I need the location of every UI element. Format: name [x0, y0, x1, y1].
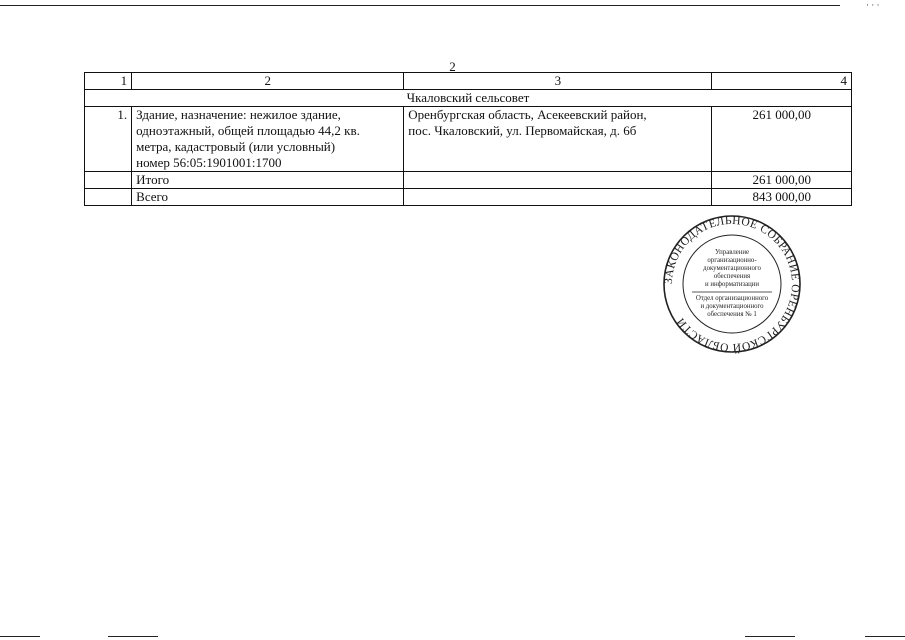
svg-text:Управление: Управление: [714, 249, 750, 256]
row-address: [404, 107, 712, 172]
bottom-scan-edge-far-right: [865, 636, 905, 637]
svg-text:организационно-: организационно-: [707, 257, 757, 264]
description-line: номер 56:05:1901001:1700: [136, 155, 282, 170]
description-line: Здание, назначение: нежилое здание,: [136, 107, 341, 122]
bottom-scan-edge-mid: [108, 636, 158, 637]
header-col-3: 3: [404, 73, 712, 90]
svg-text:и документационного: и документационного: [700, 303, 764, 310]
row-description: [132, 107, 404, 172]
svg-text:документационного: документационного: [703, 265, 761, 272]
official-stamp: [662, 214, 802, 354]
bottom-scan-edge-left: [0, 636, 40, 637]
total-value: 843 000,00: [712, 189, 852, 206]
section-title: Чкаловский сельсовет: [85, 90, 852, 107]
subtotal-value: 261 000,00: [712, 172, 852, 189]
address-line: пос. Чкаловский, ул. Первомайская, д. 6б: [408, 123, 637, 138]
subtotal-label: Итого: [132, 172, 404, 189]
section-row: [85, 90, 852, 107]
svg-text:Отдел организационного: Отдел организационного: [695, 295, 769, 302]
header-col-2: 2: [132, 73, 404, 90]
row-value: 261 000,00: [712, 107, 852, 172]
table-header-row: [85, 73, 852, 90]
svg-text:и информатизации: и информатизации: [704, 281, 760, 288]
svg-text:обеспечения: обеспечения: [713, 273, 751, 280]
scan-speck-top-right: · · ·: [866, 0, 880, 10]
address-line: Оренбургская область, Асекеевский район,: [408, 107, 647, 122]
property-table: [84, 72, 852, 206]
subtotal-row: [85, 172, 852, 189]
header-col-4: 4: [712, 73, 852, 90]
header-col-1: 1: [85, 73, 132, 90]
top-scan-edge: [0, 5, 840, 6]
description-line: метра, кадастровый (или условный): [136, 139, 336, 154]
description-line: одноэтажный, общей площадью 44,2 кв.: [136, 123, 360, 138]
stamp-ring-text: ЗАКОНОДАТЕЛЬНОЕ СОБРАНИЕ ОРЕНБУРГСКОЙ ОБЛАСТИ: [662, 214, 802, 354]
stamp-inner-text: [696, 249, 769, 318]
table-row: [85, 107, 852, 172]
page-number: 2: [449, 59, 456, 74]
svg-text:обеспечения № 1: обеспечения № 1: [707, 311, 757, 318]
total-label: Всего: [132, 189, 404, 206]
row-number: 1.: [85, 107, 132, 172]
bottom-scan-edge-right: [745, 636, 795, 637]
total-row: [85, 189, 852, 206]
